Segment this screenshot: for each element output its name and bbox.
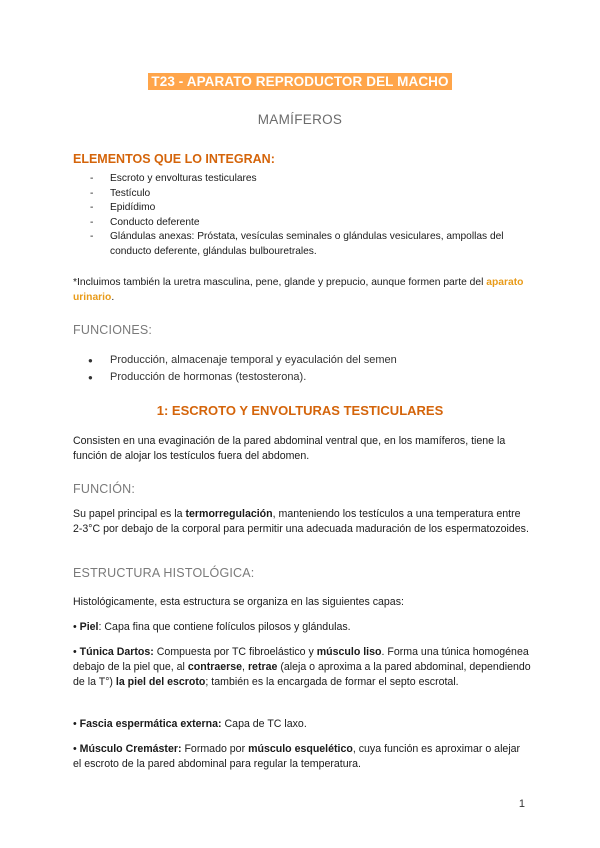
layer-label: Músculo Cremáster:: [79, 743, 182, 755]
bold-term: retrae: [247, 661, 278, 673]
layer-piel: • Piel: Capa fina que contiene folículos pilosos y glándulas.: [73, 621, 351, 633]
list-item: - Glándulas anexas: Próstata, vesículas seminales o glándulas vesiculares, ampollas del conducto deferente, glándulas bulbouretrales.: [90, 230, 530, 259]
text: ,: [242, 661, 248, 673]
layer-text: : Capa fina que contiene folículos pilosos y glándulas.: [98, 621, 351, 633]
note-text: *Incluimos también la uretra masculina, pene, glande y prepucio, aunque formen parte del: [73, 277, 487, 288]
list-item: ● Producción, almacenaje temporal y eyaculación del semen: [80, 352, 530, 369]
urinary-system-link[interactable]: aparato urinario: [73, 277, 524, 303]
section1-intro: Consisten en una evaginación de la pared abdominal ventral que, en los mamíferos, tiene la función de alojar los testículos fuera del abdomen.: [73, 435, 506, 462]
text: (aleja o aproxima a la pared abdominal, dependiendo de la T°): [73, 661, 531, 688]
text: , cuya función es aproximar o alejar el escroto de la pared abdominal para regular la temperatura.: [73, 743, 521, 770]
page-title: T23 - APARATO REPRODUCTOR DEL MACHO: [148, 73, 451, 90]
subtitle: MAMÍFEROS: [257, 112, 343, 127]
text: . Forma una túnica homogénea debajo de la piel que, al: [73, 646, 529, 673]
list-item: ● Producción de hormonas (testosterona).: [80, 369, 530, 386]
layer-text: Capa de TC laxo.: [221, 718, 307, 730]
text: Compuesta por TC fibroelástico y: [153, 646, 317, 658]
list-item: - Epidídimo: [90, 201, 530, 216]
bold-term: la piel del escroto: [115, 676, 206, 688]
text: , manteniendo los testículos a una temperatura entre 2-3°C por debajo de la corporal para permitir una adecuada maduración de los espermatozoides.: [73, 508, 529, 535]
structure-intro: Histológicamente, esta estructura se organiza en las siguientes capas:: [73, 596, 404, 608]
elements-heading: ELEMENTOS QUE LO INTEGRAN:: [73, 152, 275, 166]
bold-term: músculo liso: [316, 646, 382, 658]
list-item: - Testículo: [90, 187, 530, 202]
layer-dartos: • Túnica Dartos: Compuesta por TC fibroelástico y músculo liso. Forma una túnica homogénea debajo de la piel que, al contraerse, retrae (aleja o aproxima a la pared abdominal, dependiendo de la T°) la piel del escroto; también es la encargada de formar el septo escrotal.: [73, 646, 531, 688]
functions-heading: FUNCIONES:: [73, 323, 153, 337]
function-heading: FUNCIÓN:: [73, 482, 136, 496]
layer-label: Fascia espermática externa:: [79, 718, 222, 730]
function-paragraph: [73, 507, 531, 537]
layer-cremaster: • Músculo Cremáster: Formado por músculo esquelético, cuya función es aproximar o alejar el escroto de la pared abdominal para regular la temperatura.: [73, 743, 521, 770]
functions-list: [80, 352, 530, 386]
bold-term: termorregulación: [185, 508, 273, 520]
layer-label: Túnica Dartos:: [79, 646, 154, 658]
structure-heading: ESTRUCTURA HISTOLÓGICA:: [73, 566, 255, 580]
text: ; también es la encargada de formar el septo escrotal.: [205, 676, 459, 688]
title-container: [0, 73, 600, 91]
elements-list: [90, 172, 530, 259]
text: Su papel principal es la: [73, 508, 186, 520]
list-item: - Escroto y envolturas testiculares: [90, 172, 530, 187]
text: Formado por: [181, 743, 249, 755]
section1-heading: 1: ESCROTO Y ENVOLTURAS TESTICULARES: [156, 403, 444, 418]
bold-term: contraerse: [187, 661, 243, 673]
layer-fascia: • Fascia espermática externa: Capa de TC laxo.: [73, 718, 307, 730]
note-paragraph: [73, 275, 533, 305]
page-number: 1: [518, 798, 525, 810]
layer-label: Piel: [79, 621, 99, 633]
bold-term: músculo esquelético: [248, 743, 353, 755]
note-end: .: [111, 292, 115, 303]
list-item: - Conducto deferente: [90, 216, 530, 231]
